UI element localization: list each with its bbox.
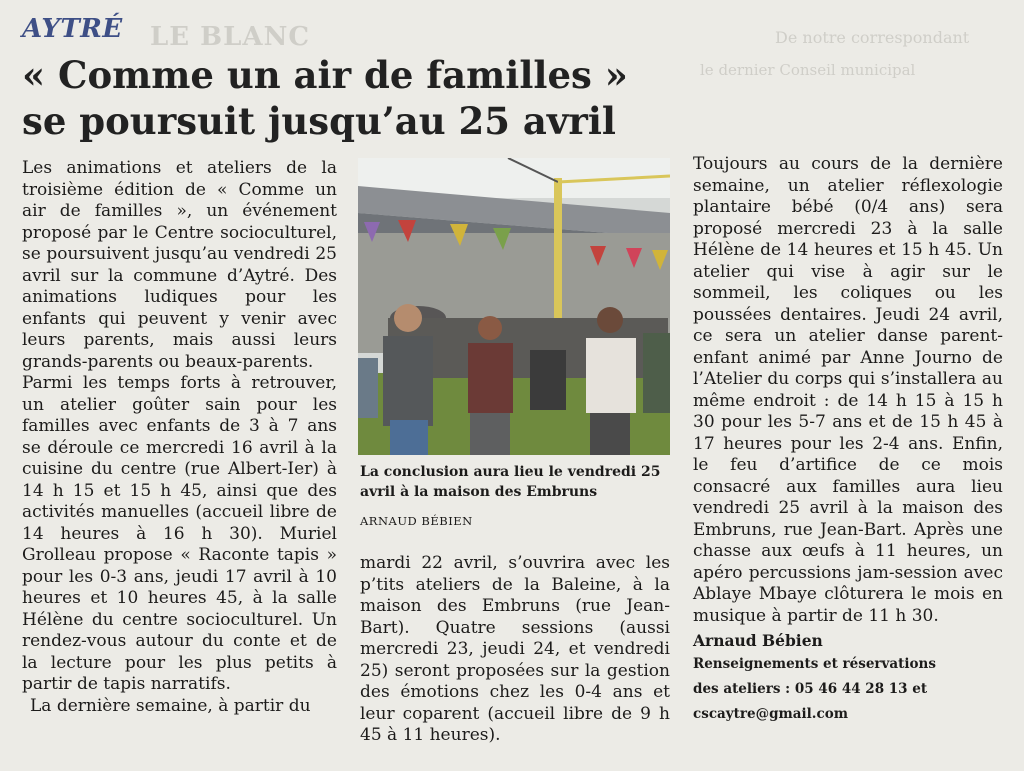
paragraph: mardi 22 avril, s’ouvrira avec les p’tits ateliers de la Baleine, à la maison des Embruns (rue Jean-Bart). Quatre sessions (aussi mercredi 23, jeudi 24, et vendredi 25) seront proposées sur la gestion des émotions chez les 0-4 ans et leur coparent (accueil libre de 9 h 45 à 11 heures). — [360, 553, 670, 745]
headline-line-2: se poursuit jusqu’au 25 avril — [22, 99, 616, 143]
headline-line-1: « Comme un air de familles » — [22, 53, 628, 97]
event-photo — [358, 158, 670, 455]
author-byline: Arnaud Bébien — [693, 631, 823, 650]
photo-caption: La conclusion aura lieu le vendredi 25 avril à la maison des Embruns — [360, 464, 661, 500]
section-label: AYTRÉ — [22, 14, 123, 44]
paragraph: Les animations et ateliers de la troisième édition de « Comme un air de familles », un événement proposé par le Centre socioculturel, se poursuivent jusqu’au vendredi 25 avril sur la commune d’Aytré. Des animations ludiques pour les enfants qui peuvent y venir avec leurs parents, mais aussi leurs grands-parents ou beaux-parents. — [22, 158, 337, 372]
contact-info — [693, 652, 1003, 727]
contact-line: des ateliers : 05 46 44 28 13 et — [693, 680, 928, 697]
photo-credit: ARNAUD BÉBIEN — [360, 514, 473, 528]
paragraph: Parmi les temps forts à retrouver, un atelier goûter sain pour les familles avec enfants de 3 à 7 ans se déroule ce mercredi 16 avril à la cuisine du centre (rue Albert-Ier) à 14 h 15 et 15 h 45, ainsi que des activités manuelles (accueil libre de 14 heures à 16 h 30). Muriel Grolleau propose « Raconte tapis » pour les 0-3 ans, jeudi 17 avril à 10 heures et 10 heures 45, à la salle Hélène du centre socioculturel. Un rendez-vous autour du conte et de la lecture pour les plus petits à partir de tapis narratifs. — [22, 373, 337, 694]
article-headline — [22, 52, 682, 144]
bleed-through-heading: De notre correspondant — [775, 28, 970, 47]
bleed-through-title: LE BLANC — [150, 22, 311, 52]
contact-email: cscaytre@gmail.com — [693, 705, 849, 722]
contact-line: Renseignements et réservations — [693, 655, 936, 672]
paragraph: Toujours au cours de la dernière semaine, un atelier réflexologie plantaire bébé (0/4 ans) sera proposé mercredi 23 à la salle Hélène de 14 heures et 15 h 45. Un atelier qui vise à agir sur le sommeil, les coliques ou les poussées dentaires. Jeudi 24 avril, ce sera un atelier danse parent-enfant animé par Anne Journo de l’Atelier du corps qui s’installera au même endroit : de 14 h 15 à 15 h 30 pour les 5-7 ans et de 15 h 45 à 17 heures pour les 2-4 ans. Enfin, le feu d’artifice de ce mois consacré aux familles aura lieu vendredi 25 avril à la maison des Embruns, rue Jean-Bart. Après une chasse aux œufs à 11 heures, un apéro percussions jam-session avec Ablaye Mbaye clôturera le mois en musique à partir de 11 h 30. — [693, 154, 1003, 626]
paragraph: La dernière semaine, à partir du — [30, 695, 311, 716]
article-column-1 — [22, 158, 337, 717]
article-column-2 — [360, 553, 670, 747]
article-column-3 — [693, 154, 1003, 727]
photo-illustration — [358, 158, 670, 455]
bleed-through-text: le dernier Conseil municipal — [700, 61, 916, 79]
